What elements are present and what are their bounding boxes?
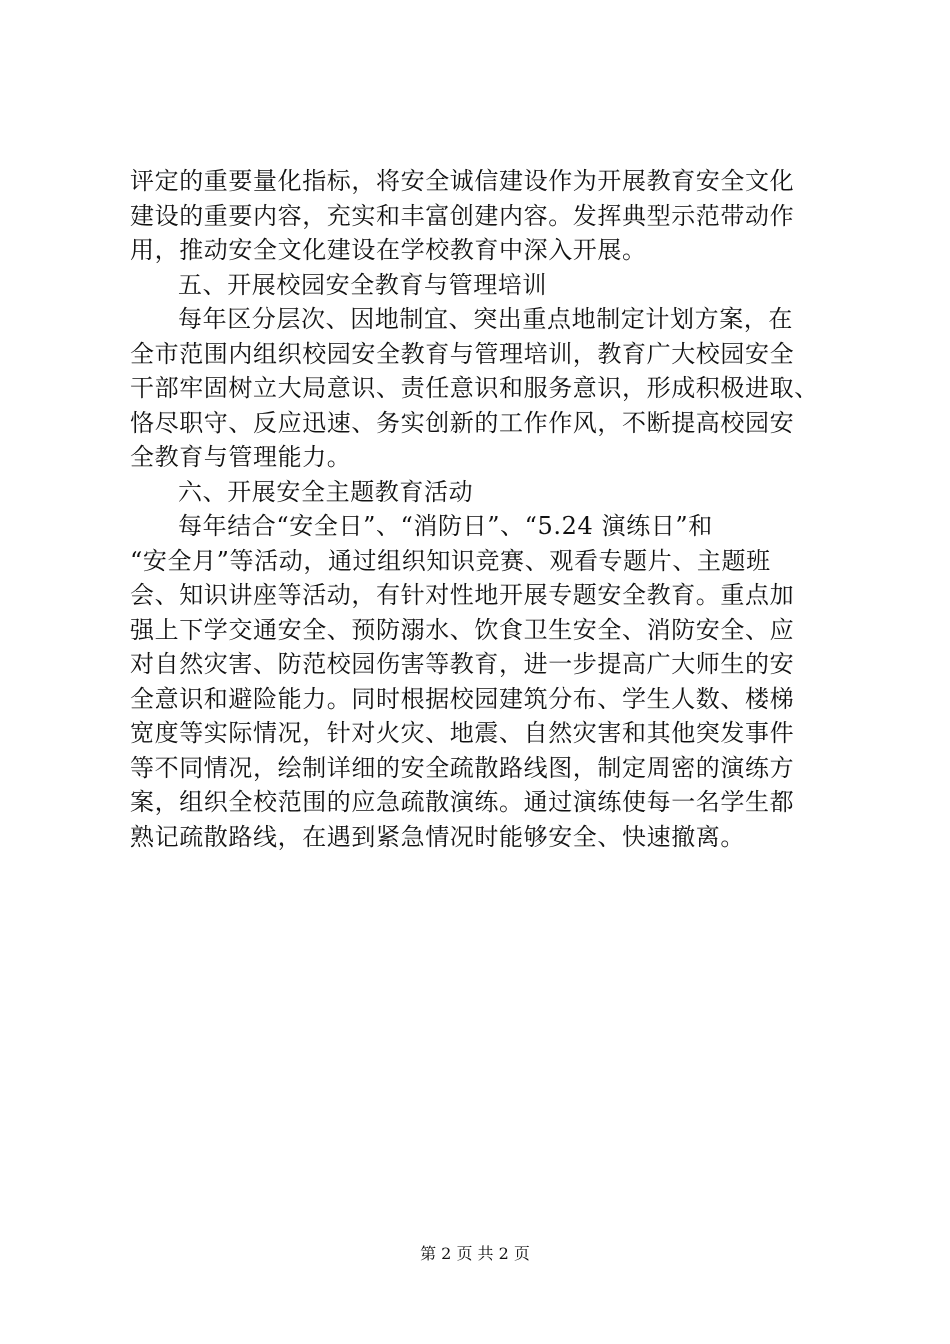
paragraph-line: 评定的重要量化指标，将安全诚信建设作为开展教育安全文化 bbox=[130, 167, 795, 195]
paragraph-line: 强上下学交通安全、预防溺水、饮食卫生安全、消防安全、应 bbox=[130, 615, 795, 644]
paragraph-line: 等不同情况，绘制详细的安全疏散路线图，制定周密的演练方 bbox=[130, 753, 795, 782]
paragraph-line: 熟记疏散路线，在遇到紧急情况时能够安全、快速撤离。 bbox=[130, 822, 745, 851]
paragraph-line: 用，推动安全文化建设在学校教育中深入开展。 bbox=[130, 236, 647, 264]
paragraph-line: 每年结合“安全日”、“消防日”、“5.24 演练日”和 bbox=[178, 512, 713, 540]
paragraph-line: 干部牢固树立大局意识、责任意识和服务意识，形成积极进取、 bbox=[130, 374, 819, 402]
paragraph-line: 对自然灾害、防范校园伤害等教育，进一步提高广大师生的安 bbox=[130, 650, 795, 678]
paragraph-line: 建设的重要内容，充实和丰富创建内容。发挥典型示范带动作 bbox=[130, 201, 795, 230]
section-heading-6: 六、开展安全主题教育活动 bbox=[178, 477, 474, 506]
page-number-footer: 第 2 页 共 2 页 bbox=[420, 1244, 530, 1263]
paragraph-line: 全意识和避险能力。同时根据校园建筑分布、学生人数、楼梯 bbox=[130, 684, 795, 713]
paragraph-line: 案，组织全校范围的应急疏散演练。通过演练使每一名学生都 bbox=[130, 788, 795, 816]
section-heading-5: 五、开展校园安全教育与管理培训 bbox=[178, 270, 547, 299]
paragraph-line: 全市范围内组织校园安全教育与管理培训，教育广大校园安全 bbox=[130, 339, 795, 368]
document-body bbox=[130, 164, 830, 854]
paragraph-line: 宽度等实际情况，针对火灾、地震、自然灾害和其他突发事件 bbox=[130, 719, 795, 747]
paragraph-line: “安全月”等活动，通过组织知识竞赛、观看专题片、主题班 bbox=[130, 546, 771, 575]
paragraph-line: 会、知识讲座等活动，有针对性地开展专题安全教育。重点加 bbox=[130, 581, 795, 609]
paragraph-line: 每年区分层次、因地制宜、突出重点地制定计划方案，在 bbox=[178, 305, 793, 333]
paragraph-line: 全教育与管理能力。 bbox=[130, 443, 352, 471]
paragraph-line: 恪尽职守、反应迅速、务实创新的工作作风，不断提高校园安 bbox=[130, 408, 795, 437]
